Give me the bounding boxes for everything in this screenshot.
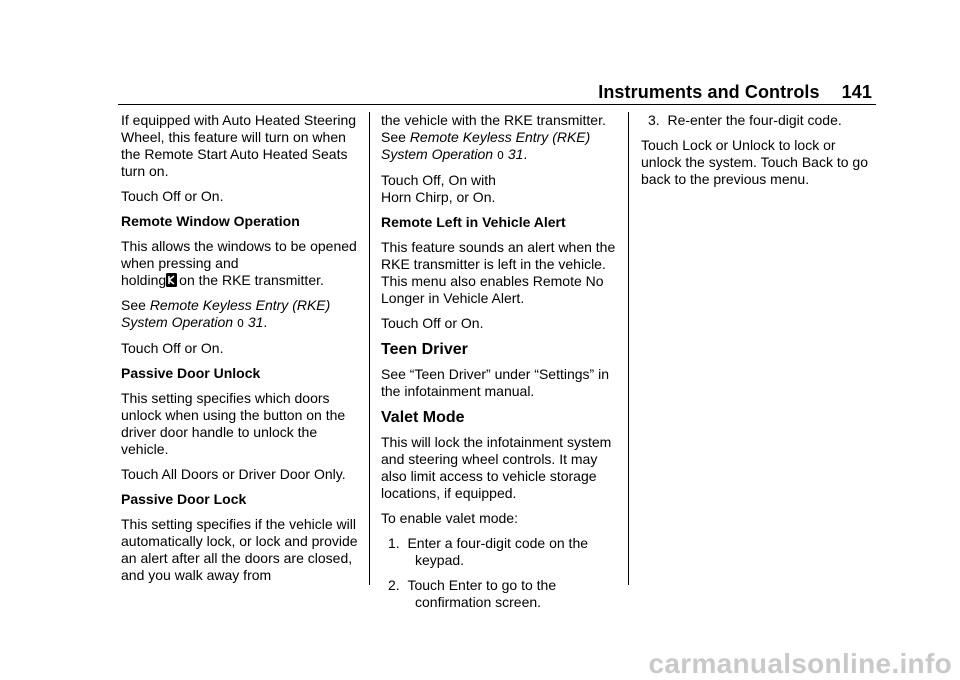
paragraph: This feature sounds an alert when the RKE transmitter is left in the vehicle. This menu also enables Remote No Longer in Vehicle Alert. <box>381 239 616 306</box>
reference-page[interactable]: 31 <box>507 146 524 162</box>
paragraph: To enable valet mode: <box>381 510 518 526</box>
page-arrow-icon: 0 <box>236 317 244 330</box>
reference-link[interactable]: Remote Keyless Entry (RKE) System Operation <box>121 297 331 330</box>
column-divider-2 <box>628 112 629 585</box>
list-item-step-3: 3. Re-enter the four-digit code. <box>648 112 842 128</box>
watermark: carmanualsonline.info <box>648 648 952 679</box>
list-item-step-1: 1. Enter a four-digit code on the keypad. <box>388 535 589 568</box>
paragraph: Touch All Doors or Driver Door Only. <box>121 466 346 482</box>
paragraph: If equipped with Auto Heated Steering Wheel, this feature will turn on when the Remote Start Auto Heated Seats turn on. <box>121 112 357 179</box>
paragraph: the vehicle with the RKE transmitter. <box>381 112 606 128</box>
column-divider-1 <box>369 112 370 585</box>
subheading-remote-window: Remote Window Operation <box>121 213 300 229</box>
text: This allows the windows to be opened when pressing and <box>121 238 357 271</box>
heading-valet-mode: Valet Mode <box>381 409 465 426</box>
column-1 <box>121 112 359 592</box>
paragraph: Touch Off or On. <box>381 315 484 331</box>
paragraph: This setting specifies which doors unlock when using the button on the driver door handle to unlock the vehicle. <box>121 390 346 457</box>
page-number: 141 <box>841 82 872 102</box>
text: See <box>121 297 146 313</box>
page-arrow-icon: 0 <box>496 149 504 162</box>
cross-reference <box>121 297 359 332</box>
subheading-passive-lock: Passive Door Lock <box>121 491 247 507</box>
cross-reference <box>381 129 619 164</box>
paragraph: Touch Off or On. <box>121 188 224 204</box>
header-rule <box>118 104 876 105</box>
subheading-passive-unlock: Passive Door Unlock <box>121 365 261 381</box>
paragraph-remote-window <box>121 238 359 289</box>
paragraph: Touch Off, On with Horn Chirp, or On. <box>381 172 496 205</box>
reference-link[interactable]: Remote Keyless Entry (RKE) System Operation <box>381 129 591 162</box>
column-3 <box>641 112 879 196</box>
subheading-left-in-vehicle: Remote Left in Vehicle Alert <box>381 214 566 230</box>
paragraph: This will lock the infotainment system and steering wheel controls. It may also limit access to vehicle storage locations, if equipped. <box>381 434 612 501</box>
text: on the RKE transmitter. <box>179 272 324 288</box>
section-title: Instruments and Controls <box>598 82 820 102</box>
paragraph: This setting specifies if the vehicle will automatically lock, or lock and provide an alert after all the doors are closed, and you walk away from <box>121 516 358 583</box>
text: . <box>523 146 528 162</box>
paragraph: See “Teen Driver” under “Settings” in the infotainment manual. <box>381 366 609 399</box>
reference-page[interactable]: 31 <box>247 314 264 330</box>
column-2 <box>381 112 619 619</box>
remote-start-key-icon <box>166 273 177 287</box>
text: holding <box>121 272 167 288</box>
list-item-step-2: 2. Touch Enter to go to the confirmation screen. <box>388 577 557 610</box>
page-header <box>0 82 872 103</box>
paragraph: Touch Off or On. <box>121 340 224 356</box>
heading-teen-driver: Teen Driver <box>381 341 468 358</box>
paragraph: Touch Lock or Unlock to lock or unlock the system. Touch Back to go back to the previous menu. <box>641 137 868 187</box>
text: . <box>263 314 268 330</box>
text: See <box>381 129 406 145</box>
